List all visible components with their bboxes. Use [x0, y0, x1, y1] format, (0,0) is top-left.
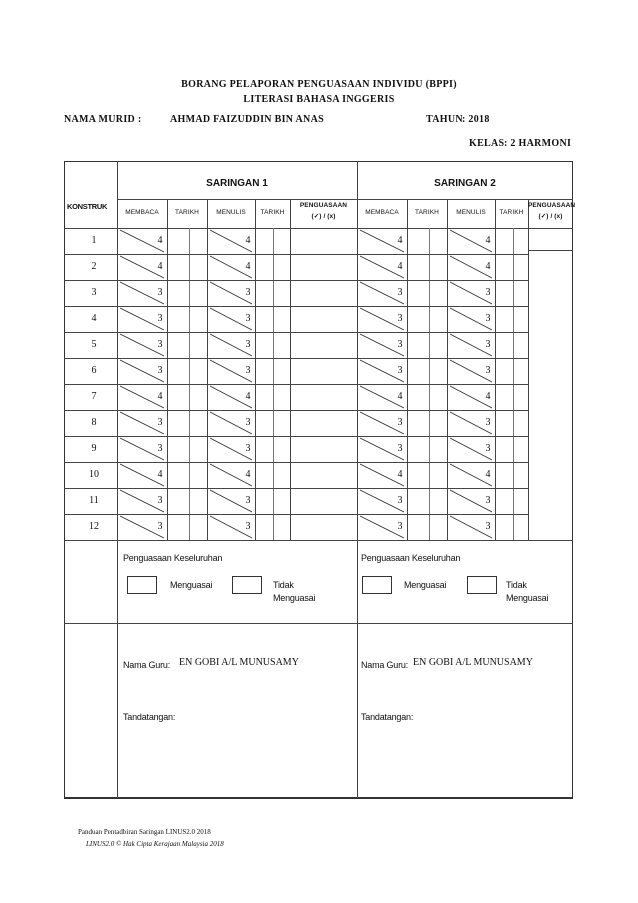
year-value: : 2018: [462, 114, 490, 125]
s1-membaca-score: 3: [157, 287, 163, 298]
s1-tidak-label: Tidak: [273, 580, 294, 590]
saringan-2-header: SARINGAN 2: [434, 178, 496, 189]
konstruk-number: 5: [91, 339, 97, 350]
s2-menulis-score: 4: [485, 391, 491, 402]
s1-menulis-score: 3: [245, 313, 251, 324]
student-name-label: NAMA MURID :: [64, 114, 142, 125]
s2-menulis-score: 3: [485, 495, 491, 506]
s1-membaca-score: 3: [157, 313, 163, 324]
s2-membaca-score: 3: [397, 287, 403, 298]
s2-membaca-score: 3: [397, 417, 403, 428]
s2-tidak-menguasai-checkbox[interactable]: [467, 576, 497, 594]
konstruk-number: 3: [91, 287, 97, 298]
s2-menguasai-label: Menguasai: [404, 580, 447, 590]
class-value: : 2 HARMONI: [504, 138, 572, 149]
s2-tidak-menguasai-label: Menguasai: [506, 593, 549, 603]
s1-menguasai-label: Menguasai: [170, 580, 213, 590]
s2-membaca-score: 3: [397, 365, 403, 376]
s1-membaca-score: 4: [157, 261, 163, 272]
s1-nama-guru-label: Nama Guru:: [123, 660, 171, 670]
footer-line-1: Panduan Pentadbiran Saringan LINUS2.0 2018: [78, 828, 211, 836]
footer-line-2: LINUS2.0 © Hak Cipta Kerajaan Malaysia 2018: [86, 840, 224, 848]
s2-menulis-score: 3: [485, 443, 491, 454]
s2-menulis-score: 3: [485, 313, 491, 324]
konstruk-number: 8: [91, 417, 97, 428]
s1-nama-guru-value: EN GOBI A/L MUNUSAMY: [179, 657, 299, 668]
s1-menulis-score: 3: [245, 443, 251, 454]
year-label: TAHUN: [426, 114, 463, 125]
s2-penguasaan-header: PENGUASAAN: [528, 202, 576, 209]
s1-menulis-score: 3: [245, 417, 251, 428]
form-subtitle: LITERASI BAHASA INGGERIS: [243, 94, 395, 105]
s1-membaca-score: 3: [157, 417, 163, 428]
student-name-value: AHMAD FAIZUDDIN BIN ANAS: [170, 114, 324, 125]
s1-tidak-menguasai-checkbox[interactable]: [232, 576, 262, 594]
form-title: BORANG PELAPORAN PENGUASAAN INDIVIDU (BPPI): [181, 79, 457, 90]
s1-tidak-menguasai-label: Menguasai: [273, 593, 316, 603]
s1-menulis-score: 4: [245, 469, 251, 480]
s2-menulis-score: 4: [485, 469, 491, 480]
konstruk-number: 4: [91, 313, 97, 324]
s1-menulis-score: 3: [245, 287, 251, 298]
s2-menulis-header: MENULIS: [456, 209, 486, 216]
s2-membaca-score: 3: [397, 443, 403, 454]
konstruk-number: 1: [91, 235, 97, 246]
konstruk-number: 12: [89, 521, 99, 532]
s2-menguasai-checkbox[interactable]: [362, 576, 392, 594]
konstruk-number: 2: [91, 261, 97, 272]
s2-membaca-score: 3: [397, 521, 403, 532]
s2-nama-guru-label: Nama Guru:: [361, 660, 409, 670]
konstruk-number: 6: [91, 365, 97, 376]
s2-menulis-score: 4: [485, 261, 491, 272]
s2-menulis-score: 4: [485, 235, 491, 246]
s1-membaca-score: 3: [157, 495, 163, 506]
s1-penguasaan-keseluruhan: Penguasaan Keseluruhan: [123, 553, 223, 563]
s2-membaca-score: 4: [397, 391, 403, 402]
s1-penguasaan-header: PENGUASAAN: [299, 202, 348, 209]
s1-menulis-header: MENULIS: [216, 209, 246, 216]
s1-menulis-score: 4: [245, 261, 251, 272]
s2-tarikh-header: TARIKH: [415, 209, 439, 216]
s1-membaca-score: 4: [157, 391, 163, 402]
konstruk-number: 11: [89, 495, 99, 506]
s2-nama-guru-value: EN GOBI A/L MUNUSAMY: [413, 657, 533, 668]
s1-penguasaan-sub: (✓) / (x): [311, 213, 336, 220]
s1-membaca-header: MEMBACA: [125, 209, 159, 216]
s2-tandatangan-label: Tandatangan:: [361, 712, 414, 722]
s1-membaca-score: 4: [157, 235, 163, 246]
s2-menulis-score: 3: [485, 417, 491, 428]
konstruk-number: 9: [91, 443, 97, 454]
s2-tarikh2-header: TARIKH: [499, 209, 524, 216]
s2-membaca-header: MEMBACA: [365, 209, 399, 216]
s1-menulis-score: 3: [245, 495, 251, 506]
s1-membaca-score: 3: [157, 365, 163, 376]
s1-membaca-score: 4: [157, 469, 163, 480]
saringan-1-header: SARINGAN 1: [206, 178, 268, 189]
konstruk-number: 10: [89, 469, 99, 480]
s2-menulis-score: 3: [485, 287, 491, 298]
s1-membaca-score: 3: [157, 443, 163, 454]
s1-menulis-score: 3: [245, 365, 251, 376]
s1-membaca-score: 3: [157, 339, 163, 350]
s2-menulis-score: 3: [485, 339, 491, 350]
class-label: KELAS: [469, 138, 505, 149]
s2-membaca-score: 4: [397, 235, 403, 246]
s1-tandatangan-label: Tandatangan:: [123, 712, 176, 722]
konstruk-header: KONSTRUK: [67, 202, 108, 211]
s2-membaca-score: 3: [397, 339, 403, 350]
s1-tarikh2-header: TARIKH: [260, 209, 285, 216]
s2-membaca-score: 4: [397, 261, 403, 272]
s2-tidak-label: Tidak: [506, 580, 527, 590]
s2-menulis-score: 3: [485, 521, 491, 532]
s2-membaca-score: 3: [397, 495, 403, 506]
s2-penguasaan-sub: (✓) / (x): [538, 213, 563, 220]
s2-penguasaan-keseluruhan: Penguasaan Keseluruhan: [361, 553, 461, 563]
s1-menulis-score: 4: [245, 391, 251, 402]
s1-membaca-score: 3: [157, 521, 163, 532]
s1-menulis-score: 3: [245, 339, 251, 350]
s2-membaca-score: 3: [397, 313, 403, 324]
konstruk-number: 7: [91, 391, 97, 402]
s1-menulis-score: 4: [245, 235, 251, 246]
s2-menulis-score: 3: [485, 365, 491, 376]
s1-menguasai-checkbox[interactable]: [127, 576, 157, 594]
s1-menulis-score: 3: [245, 521, 251, 532]
s1-tarikh-header: TARIKH: [175, 209, 199, 216]
s2-membaca-score: 4: [397, 469, 403, 480]
